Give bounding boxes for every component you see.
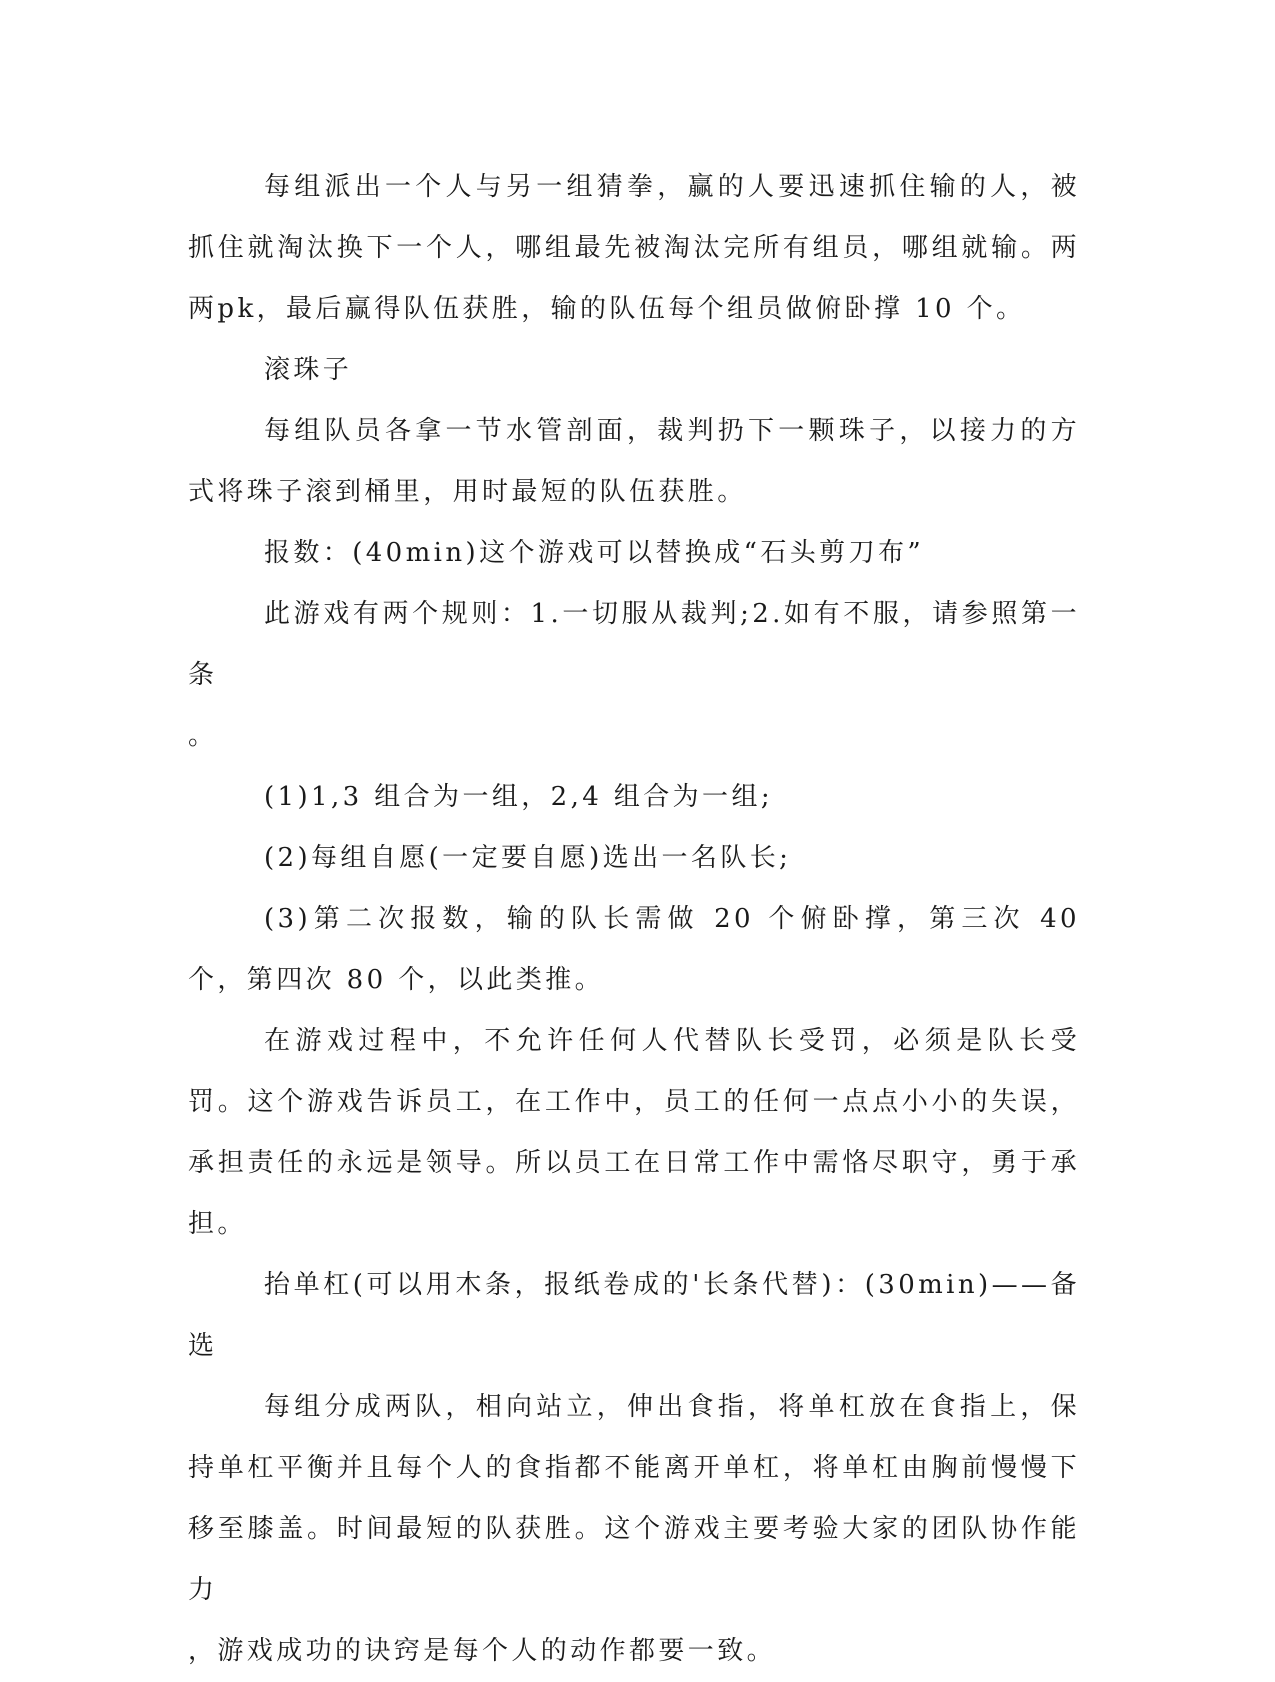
paragraph-roll-beads-rules: 每组队员各拿一节水管剖面，裁判扔下一颗珠子，以接力的方式将珠子滚到桶里，用时最短的队伍获胜。	[188, 416, 1080, 507]
paragraph-rps-elimination: 每组派出一个人与另一组猜拳，赢的人要迅速抓住输的人，被抓住就淘汰换下一个人，哪组最先被淘汰完所有组员，哪组就输。两两pk，最后赢得队伍获胜，输的队伍每个组员做俯卧撑 10 个。	[188, 172, 1080, 324]
paragraph-leader-penalty: 在游戏过程中，不允许任何人代替队长受罚，必须是队长受罚。这个游戏告诉员工，在工作中，员工的任何一点点小小的失误，承担责任的永远是领导。所以员工在日常工作中需恪尽职守，勇于承担。	[188, 1026, 1080, 1239]
heading-lift-bar: 抬单杠(可以用木条，报纸卷成的'长条代替)：(30min)——备选	[188, 1270, 1080, 1361]
paragraph-step-1: (1)1,3 组合为一组，2,4 组合为一组;	[264, 782, 774, 812]
paragraph-step-2: (2)每组自愿(一定要自愿)选出一名队长;	[264, 843, 792, 873]
paragraph-orphan-period: 。	[188, 721, 218, 751]
paragraph-lift-bar-rules: 每组分成两队，相向站立，伸出食指，将单杠放在食指上，保持单杠平衡并且每个人的食指都不能离开单杠，将单杠由胸前慢慢下移至膝盖。时间最短的队获胜。这个游戏主要考验大家的团队协作能力	[188, 1392, 1080, 1605]
paragraph-lift-bar-tip: ，游戏成功的诀窍是每个人的动作都要一致。	[188, 1636, 777, 1666]
paragraph-two-rules: 此游戏有两个规则：1.一切服从裁判;2.如有不服，请参照第一条	[188, 599, 1080, 690]
paragraph-step-3: (3)第二次报数，输的队长需做 20 个俯卧撑，第三次 40 个，第四次 80 个，以此类推。	[188, 904, 1080, 995]
heading-count-off: 报数：(40min)这个游戏可以替换成“石头剪刀布”	[264, 538, 925, 568]
heading-roll-beads: 滚珠子	[264, 355, 353, 385]
document-body	[188, 157, 1080, 1682]
